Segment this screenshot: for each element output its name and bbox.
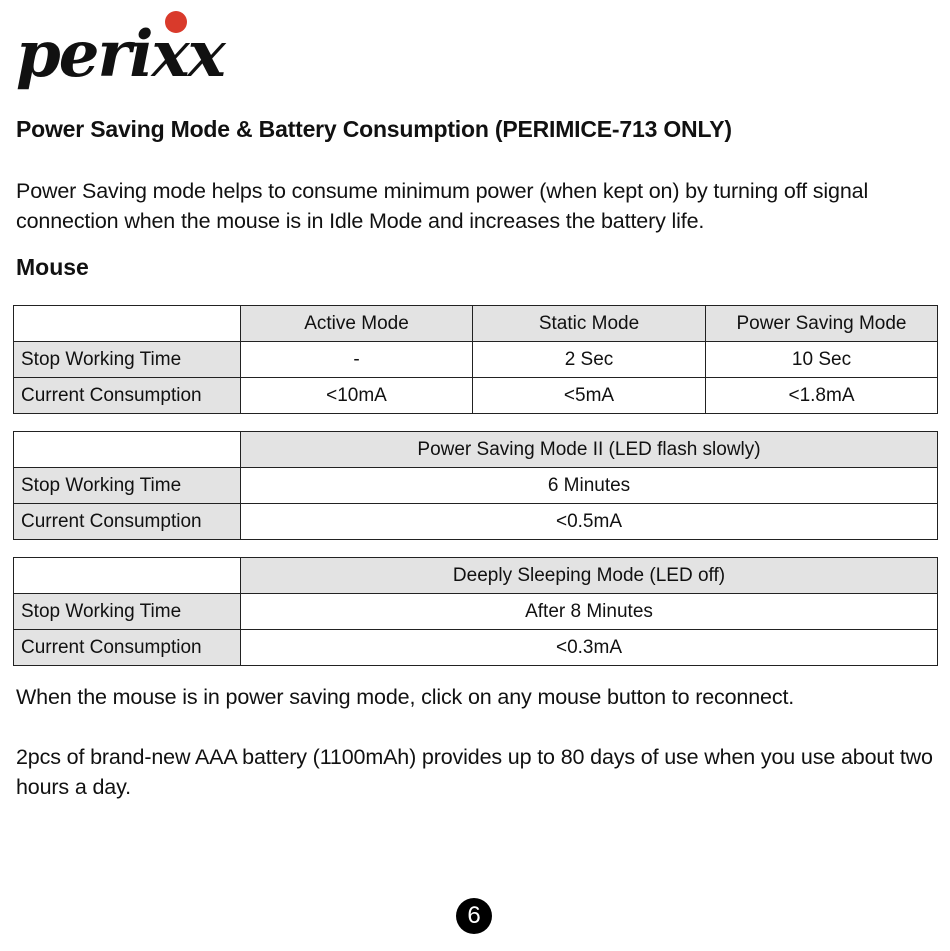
- row-label-current-consumption: Current Consumption: [14, 504, 241, 540]
- table-cell: 2 Sec: [473, 342, 706, 378]
- table-cell: -: [241, 342, 473, 378]
- table-cell: <1.8mA: [706, 378, 938, 414]
- row-label-stop-working-time: Stop Working Time: [14, 594, 241, 630]
- table-cell: After 8 Minutes: [241, 594, 938, 630]
- row-label-stop-working-time: Stop Working Time: [14, 468, 241, 504]
- column-header-static-mode: Static Mode: [473, 306, 706, 342]
- table-row: [14, 594, 938, 630]
- perixx-logo-mark: [10, 8, 285, 90]
- column-header-deeply-sleeping-mode: Deeply Sleeping Mode (LED off): [241, 558, 938, 594]
- table-header-row: [14, 306, 938, 342]
- battery-paragraph: 2pcs of brand-new AAA battery (1100mAh) provides up to 80 days of use when you use about two hours a day.: [16, 745, 933, 799]
- logo-wordmark: perixx: [16, 17, 224, 90]
- power-modes-table: [13, 305, 938, 414]
- table-cell: <0.3mA: [241, 630, 938, 666]
- table-cell: 10 Sec: [706, 342, 938, 378]
- page-number-badge: 6: [456, 898, 492, 934]
- row-label-stop-working-time: Stop Working Time: [14, 342, 241, 378]
- table-corner-cell: [14, 432, 241, 468]
- table-cell: <5mA: [473, 378, 706, 414]
- table-corner-cell: [14, 306, 241, 342]
- table-row: [14, 468, 938, 504]
- intro-paragraph: Power Saving mode helps to consume minimum power (when kept on) by turning off signal connection when the mouse is in Idle Mode and increases the battery life.: [16, 179, 869, 233]
- perixx-logo: [10, 8, 285, 90]
- mouse-subheading: Mouse: [16, 254, 89, 280]
- row-label-current-consumption: Current Consumption: [14, 630, 241, 666]
- deeply-sleeping-mode-table: [13, 557, 938, 666]
- reconnect-paragraph: When the mouse is in power saving mode, click on any mouse button to reconnect.: [16, 685, 795, 709]
- power-saving-mode-ii-table: [13, 431, 938, 540]
- table-cell: <0.5mA: [241, 504, 938, 540]
- table-row: [14, 378, 938, 414]
- section-title: Power Saving Mode & Battery Consumption (PERIMICE-713 ONLY): [16, 116, 732, 142]
- column-header-active-mode: Active Mode: [241, 306, 473, 342]
- column-header-power-saving-mode: Power Saving Mode: [706, 306, 938, 342]
- row-label-current-consumption: Current Consumption: [14, 378, 241, 414]
- table-cell: <10mA: [241, 378, 473, 414]
- table-corner-cell: [14, 558, 241, 594]
- table-row: [14, 630, 938, 666]
- table-row: [14, 504, 938, 540]
- table-header-row: [14, 432, 938, 468]
- column-header-power-saving-mode-ii: Power Saving Mode II (LED flash slowly): [241, 432, 938, 468]
- table-cell: 6 Minutes: [241, 468, 938, 504]
- table-row: [14, 342, 938, 378]
- table-header-row: [14, 558, 938, 594]
